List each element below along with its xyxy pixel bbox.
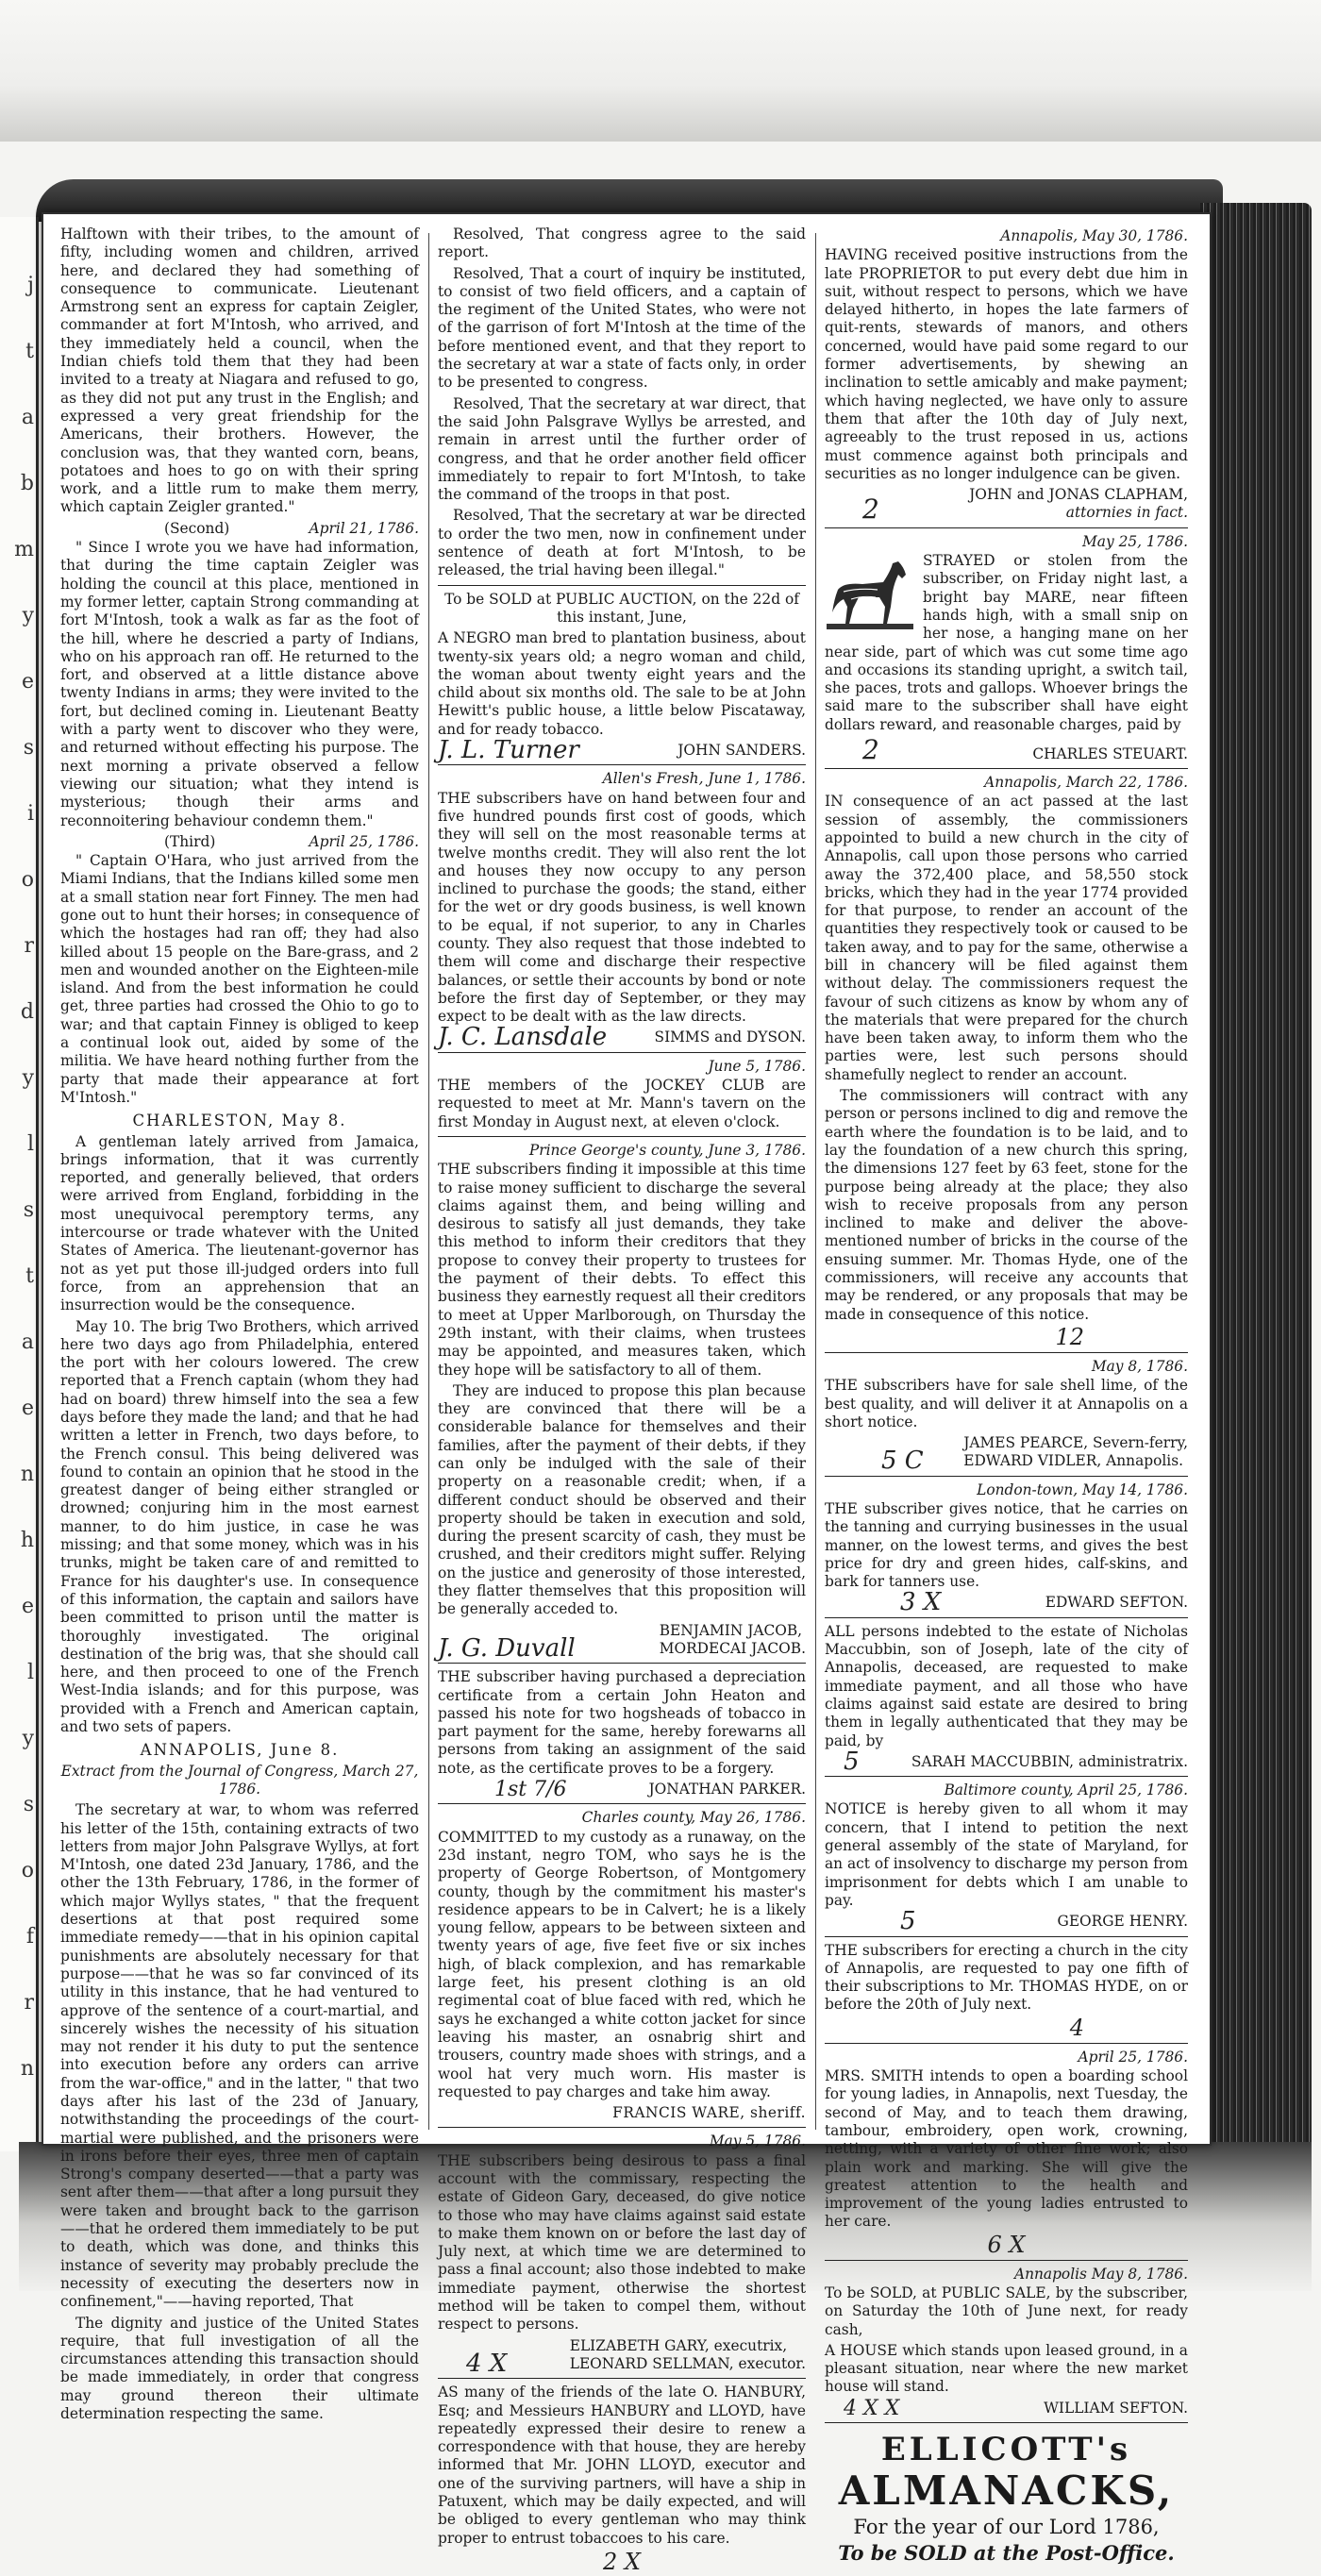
- signature: CHARLES STEUART.: [1032, 744, 1188, 762]
- signature: BENJAMIN JACOB, MORDECAI JACOB.: [659, 1621, 806, 1657]
- signature: JOHN SANDERS.: [677, 742, 806, 760]
- divider: [438, 1052, 806, 1053]
- ad-text: HAVING received positive instructions from the late PROPRIETOR to put every debt due him in suit, without respect to persons, which we have delayed hitherto, in hopes the late farmers of quit-rents, stewards of manors, and others concerned, would have paid some regard to our former advertisements, by shewing an inclination to settle amicably and make payment; which having neglected, we have only to assure them that after the 10th day of July next, agreeably to the trust reposed in us, actions must commence against both principals and securities as no longer indulgence can be given.: [825, 246, 1188, 482]
- facing-page-letter: e: [21, 1397, 34, 1420]
- ad-text: THE subscribers have on hand between four and five hundred pounds first cost of goods, which they will sell on the most reasonable terms at twelve months credit. They will also rent the lot and houses they now occupy to any person inclined to purchase the goods; the stand, either for the wet or dry goods business, is well known to be equal, if not superior, to any in Charles county. They also request that those indebted to them will come and discharge their respective balances, or settle their accounts by bond or note before the first day of September, or they may expect to be dealt with as the law directs.: [438, 789, 806, 1026]
- facing-page-letter: e: [21, 670, 34, 694]
- section-heading: ANNAPOLIS, June 8.: [140, 1741, 340, 1760]
- extract-heading: Extract from the Journal of Congress, March 27, 1786.: [60, 1762, 419, 1798]
- signature-row: [825, 1907, 1188, 1936]
- dateline: Baltimore county, April 25, 1786.: [944, 1781, 1188, 1799]
- column-1: [60, 226, 419, 2426]
- signature: FRANCIS WARE, sheriff.: [612, 2104, 806, 2122]
- handwritten-mark: J. C. Lansdale: [438, 1023, 608, 1052]
- newspaper-page: [42, 212, 1212, 2575]
- signature: GEORGE HENRY.: [1057, 1913, 1188, 1931]
- facing-page-letter: l: [26, 1661, 34, 1684]
- facing-page-letter: b: [20, 472, 34, 495]
- handwritten-mark: 12: [1055, 1323, 1084, 1350]
- signature: SARAH MACCUBBIN, administratrix.: [911, 1752, 1188, 1770]
- ad-text: THE subscribers have for sale shell lime, of the best quality, and will deliver it at Annapolis on a short notice.: [825, 1377, 1188, 1430]
- ad-text: STRAYED or stolen from the subscriber, on Friday night last, a bright bay MARE, near fifteen hands high, with a small snip on her nose, a hanging mane on her near side, part of which was cut some time ago and occasions its standing upright, a switch tail, she paces, trots and gallops. Whoever brings the said mare to the subscriber shall have eight dollars reward, and reasonable charges, paid by: [825, 552, 1188, 733]
- signature-row: [438, 1778, 806, 1802]
- handwritten-mark: 6 X: [987, 2231, 1026, 2258]
- signature-row: [825, 1434, 1188, 1476]
- signature: SIMMS and DYSON.: [654, 1029, 806, 1046]
- column-2: [438, 226, 806, 2576]
- handwritten-mark: J. L. Turner: [438, 736, 579, 765]
- divider: [825, 2043, 1188, 2044]
- divider: [825, 1352, 1188, 1353]
- dateline: May 25, 1786.: [1082, 532, 1188, 550]
- divider: [825, 2422, 1188, 2423]
- handwritten-mark: 4: [1069, 2014, 1084, 2041]
- ad-text: AS many of the friends of the late O. HANBURY, Esq; and Messieurs HANBURY and LLOYD, have repeatedly expressed their desire to renew a correspondence with that house, they are hereby informed that Mr. JOHN LLOYD, executor and one of the surviving partners, will have a ship in Patuxent, which may be daily expected, and will be obliged to every gentleman who may think proper to entrust tobaccoes to his care.: [438, 2384, 806, 2547]
- section-heading: CHARLESTON, May 8.: [132, 1112, 347, 1130]
- article-text: " Since I wrote you we have had information, that during the time captain Zeigler was holding the council at this place, mentioned in my former letter, captain Strong commanding at fort M'Intosh, took a walk as far as the foot of the hill, where he descried a party of Indians, who on his approach ran off. He returned to the fort, and observed at a little distance above twenty Indians in arms; they were invited to the fort, but declined coming in. Lieutenant Beatty with a party went to discover who they were, and returned without effecting his purpose. The next morning a private observed a fellow viewing our situation; what they intend is mysterious; though their arms and reconnoitering behaviour condemn them.": [60, 539, 419, 829]
- dateline: June 5, 1786.: [708, 1057, 806, 1075]
- signature: ELIZABETH GARY, executrix, LEONARD SELLMAN, executor.: [569, 2336, 806, 2372]
- divider: [438, 2378, 806, 2379]
- divider: [825, 2260, 1188, 2261]
- handwritten-mark: 2 X: [603, 2548, 641, 2575]
- dateline: May 5, 1786.: [709, 2133, 806, 2150]
- facing-page-letter: f: [25, 1925, 34, 1949]
- ad-text: THE subscriber gives notice, that he carries on the tanning and currying businesses in the usual manner, on the lowest terms, and gives the best price for dry and green hides, calf-skins, and bark for tanners use.: [825, 1500, 1188, 1591]
- divider: [438, 1663, 806, 1664]
- facing-page-letter: e: [21, 1595, 34, 1618]
- facing-page-letter: i: [26, 802, 34, 826]
- facing-page-edge: [0, 217, 39, 2151]
- article-text: " Captain O'Hara, who just arrived from the Miami Indians, that the Indians killed some men at a small station near fort Finney. The men had gone out to hunt their horses; in consequence of which the hostages had ran off; they had also killed about 15 people on the Bare-grass, and 2 men and wounded another on the Eighteen-mile island. And from the best information he could get, three parties had crossed the Ohio to go to war; and that captain Finney is obliged to keep a continual look out, aided by some of the militia. We have heard nothing further from the party that made their appearance at fort M'Intosh.": [60, 852, 419, 1106]
- ad-text: The commissioners will contract with any person or persons inclined to dig and remove the earth where the foundation is to be laid, and to lay the foundation of a new church this spring, the dimensions 127 feet by 63 feet, stone for the purpose being already at the place; they also wish to receive proposals from any person inclined to make and deliver the above-mentioned number of bricks in the course of the ensuing summer. Mr. Thomas Hyde, one of the commissioners, will receive any accounts that may be rendered, or any proposals that may be made in consequence of this notice.: [825, 1087, 1188, 1323]
- divider: [438, 2127, 806, 2128]
- divider: [825, 1617, 1188, 1618]
- ad-text: THE subscribers being desirous to pass a final account with the commissary, respecting the estate of Gideon Gary, deceased, do give notice to those who may have claims against said estate to make them known on or before the last day of July next, at which time we are determined to pass a final account; also those indebted to make immediate payment, otherwise the shortest method will be taken to compel them, without respect to persons.: [438, 2151, 806, 2333]
- facing-page-letter: a: [21, 1330, 34, 1354]
- strayed-mare-ad: [825, 552, 1188, 734]
- signature-row: [438, 1621, 806, 1663]
- facing-page-letter: l: [26, 1132, 34, 1156]
- divider: [825, 768, 1188, 769]
- facing-page-letter: n: [20, 1463, 34, 1486]
- dateline: (Second) April 21, 1786.: [164, 519, 419, 537]
- signature-row: [825, 734, 1188, 766]
- article-text: Halftown with their tribes, to the amount of fifty, including women and children, arrived here, and declared they had something of consequence to communicate. Lieutenant Armstrong sent an express for captain Zeigler, commander at fort M'Intosh, who arrived, and they immediately held a council, when the Indian chiefs told them that they had been invited to a treaty at Niagara and refused to go, as they did not put any trust in the English; and expressed a very great friendship for the Americans, their brothers. However, the conclusion was, that they wanted corn, beans, potatoes and hoes to go on with their spring work, and a little rum to make them merry, which captain Zeigler granted.": [60, 226, 419, 516]
- facing-page-letter: j: [27, 274, 34, 297]
- ad-text: They are induced to propose this plan because they are convinced that there will be a considerable balance for themselves and their families, after the payment of their debts, if they can only be indulged with the sale of their property on a reasonable credit; when, if a different conduct should be observed and their property should be taken in execution and sold, during the present scarcity of cash, they must be crushed, and their creditors might suffer. Relying on the justice and generosity of those interested, they flatter themselves that this proposition will be generally acceded to.: [438, 1381, 806, 1618]
- facing-page-letter: r: [24, 934, 34, 958]
- signature-row: [825, 2396, 1188, 2420]
- column-rule: [815, 233, 816, 2130]
- article-text: May 10. The brig Two Brothers, which arrived here two days ago from Philadelphia, entered the port with her colours lowered. The crew reported that a French captain (whom they had had on board) threw himself into the sea a few days before they made the land; and that he had written a letter in French, two days before, to the French consul. This being delivered was found to contain an opinion that he stood in the greatest danger of being either strangled or drowned; conjuring him in the most earnest manner, to do him justice, in case he was missing; and that some money, which was in his trunks, might be taken care of and remitted to France for his daughter's use. In consequence of this information, the captain and sailors have been committed to prison until the matter is thoroughly investigated. The original destination of the brig was, that she should call here, and then proceed to one of the French West-India islands; and for this purpose, was provided with a French and American captain, and two sets of papers.: [60, 1317, 419, 1736]
- resolution: Resolved, That congress agree to the said report.: [438, 226, 806, 261]
- handwritten-mark: 1st 7/6: [494, 1778, 567, 1802]
- column-3: [825, 226, 1188, 2567]
- article-text: The dignity and justice of the United States require, that full investigation of all the circumstances attending this transaction should be made immediately, in order that congress may ground thereon their ultimate determination respecting the same.: [60, 2314, 419, 2423]
- facing-page-letter: t: [25, 340, 34, 363]
- resolution: Resolved, That a court of inquiry be instituted, to consist of two field officers, and a captain of the regiment of the United States, who were not of the garrison of fort M'Intosh at the time of the before mentioned event, and that they report to the secretary at war a state of facts only, in order to be presented to congress.: [438, 264, 806, 392]
- resolution: Resolved, That the secretary at war direct, that the said John Palsgrave Wyllys be arrested, and remain in arrest until the further order of congress, and that he order another field officer immediately to repair to fort M'Intosh, to take the command of the troops in that post.: [438, 394, 806, 504]
- divider: [438, 1136, 806, 1137]
- signature-row: [438, 1023, 806, 1052]
- signature-row: [825, 1588, 1188, 1617]
- handwritten-mark: 2: [862, 493, 879, 525]
- divider: [438, 585, 806, 586]
- almanac-title: ELLICOTT's: [880, 2431, 1132, 2469]
- ad-text: A NEGRO man bred to plantation business, about twenty-six years old; a negro woman and child, the woman about twenty eight years and the child about six months old. The sale to be at John Hewitt's public house, a little below Piscataway, and for ready tobacco.: [438, 629, 806, 738]
- divider: [825, 1476, 1188, 1477]
- divider: [438, 1803, 806, 1804]
- resolution: Resolved, That the secretary at war be directed to order the two men, now in confinement under sentence of death at fort M'Intosh, to be released, the trial having been illegal.": [438, 507, 806, 579]
- facing-page-letter: y: [22, 1066, 34, 1090]
- ad-text: NOTICE is hereby given to all whom it may concern, that I intend to petition the next general assembly of the state of Maryland, for an act of insolvency to discharge my person from imprisonment for debts which I am unable to pay.: [825, 1800, 1188, 1909]
- scan-background-top: [0, 0, 1321, 142]
- ad-text: A HOUSE which stands upon leased ground, in a pleasant situation, near where the new market house will stand.: [825, 2341, 1188, 2396]
- facing-page-letter: a: [21, 406, 34, 429]
- ad-text: COMMITTED to my custody as a runaway, on the 23d instant, negro TOM, who says he is the property of George Robertson, of Montgomery county, though by the commitment his master's residence appears to be in Calvert; he is a likely young fellow, appears to be between sixteen and twenty years of age, five feet five or six inches high, of black complexion, and has remarkable large feet, his present clothing is an old regimental coat of blue faced with red, which he says he exchanged a white cotton jacket for since leaving his master, an osnabrig shirt and trousers, country made shoes with strings, and a wool hat very much worn. His master is requested to pay charges and take him away.: [438, 1828, 806, 2100]
- signature: EDWARD SEFTON.: [1045, 1594, 1188, 1612]
- dateline: Charles county, May 26, 1786.: [581, 1809, 806, 1827]
- ad-title: To be SOLD at PUBLIC AUCTION, on the 22d of this instant, June,: [444, 590, 799, 626]
- divider: [825, 1776, 1188, 1777]
- signature-row: [825, 486, 1188, 523]
- facing-page-letter: s: [23, 736, 34, 760]
- signature: JOHN and JONAS CLAPHAM, attornies in fact.: [969, 486, 1188, 522]
- signature: WILLIAM SEFTON.: [1044, 2399, 1188, 2417]
- signature: JONATHAN PARKER.: [648, 1781, 806, 1798]
- ad-text: THE subscribers finding it impossible at this time to raise money sufficient to discharge the several claims against them, and being willing and desirous to satisfy all just demands, they take this method to inform their creditors that they propose to convey their property to trustees for the payment of their debts. To effect this business they earnestly request all their creditors to meet at Upper Marlborough, on Thursday the 29th instant, with their claims, when trustees may be appointed, and measures taken, which they hope will be satisfactory to all of them.: [438, 1161, 806, 1379]
- dateline: London-town, May 14, 1786.: [977, 1480, 1188, 1498]
- column-rule: [428, 233, 429, 2130]
- handwritten-mark: 5: [900, 1907, 916, 1936]
- dateline: Prince George's county, June 3, 1786.: [528, 1141, 806, 1159]
- article-text: The secretary at war, to whom was referred his letter of the 15th, containing extracts of two letters from major John Palsgrave Wyllys, at fort M'Intosh, one dated 23d January, 1786, and the other the 13th February, 1786, in the former of which major Wyllys states, " that the frequent desertions at that post required some immediate remedy——that in his opinion capital punishments are absolutely necessary for that purpose——that he was so far convinced of its utility in this instance, that he had ventured to approve of the sentence of a court-martial, and sincerely wishes the necessity of his situation may not render it his duty to put the sentence into execution before any orders can arrive from the war-office," and in the latter, " that two days after his last of the 23d of January, notwithstanding the proceedings of the court-martial were published, and the prisoners were in irons before their eyes, three men of captain Strong's company deserted——that a party was sent after them——that after a long pursuit they were taken and brought back to the garrison——that he ordered them immediately to be put to death, which was done, and thinks this instance of severity may probably preclude the necessity of executing the deserters now in confinement,"——having reported, That: [60, 1801, 419, 2311]
- signature-row: [438, 2336, 806, 2378]
- handwritten-mark: 4 X X: [844, 2396, 900, 2420]
- almanac-year: For the year of our Lord 1786,: [853, 2516, 1160, 2539]
- dateline: (Third) April 25, 1786.: [164, 832, 419, 850]
- facing-page-letter: d: [20, 1000, 34, 1024]
- handwritten-mark: J. G. Duvall: [438, 1633, 576, 1663]
- ad-text: MRS. SMITH intends to open a boarding school for young ladies, in Annapolis, next Tuesday, the second of May, and to teach them drawing, tambour, embroidery, open work, crowning, netting, with a variety of other fine work; also plain work and marking. She will give the greatest attention to the health and improvement of the young ladies entrusted to her care.: [825, 2067, 1188, 2231]
- ad-text: THE subscribers for erecting a church in the city of Annapolis, are requested to pay one fifth of their subscriptions to Mr. THOMAS HYDE, on or before the 20th of July next.: [825, 1941, 1188, 2014]
- divider: [825, 527, 1188, 528]
- ad-text: ALL persons indebted to the estate of Nicholas Maccubbin, son of Joseph, late of the city of Annapolis, deceased, are requested to make immediate payment, and all those who have claims against said estate are desired to bring them in legally authenticated that they may be paid, by: [825, 1622, 1188, 1749]
- dateline: Allen's Fresh, June 1, 1786.: [602, 770, 806, 788]
- dateline: May 8, 1786.: [1091, 1357, 1188, 1375]
- dateline: Annapolis, May 30, 1786.: [1000, 227, 1188, 244]
- facing-page-letter: m: [14, 538, 34, 561]
- ad-text: THE subscriber having purchased a depreciation certificate from a certain John Heaton and passed his note for two hogsheads of tobacco in part payment for the same, hereby forewarns all persons from taking an assignment of the said note, as the certificate proves to be a forgery.: [438, 1668, 806, 1777]
- almanac-subtitle: ALMANACKS,: [838, 2467, 1175, 2515]
- facing-page-letter: r: [24, 1991, 34, 2015]
- facing-page-letter: t: [25, 1264, 34, 1288]
- signature-row: [438, 736, 806, 765]
- dateline: Annapolis, March 22, 1786.: [984, 774, 1188, 792]
- facing-page-letter: y: [22, 1727, 34, 1750]
- handwritten-mark: 5 C: [881, 1447, 924, 1476]
- ad-text: To be SOLD, at PUBLIC SALE, by the subscriber, on Saturday the 10th of June next, for ready cash,: [825, 2283, 1188, 2338]
- handwritten-mark: 5: [844, 1747, 860, 1776]
- divider: [825, 1936, 1188, 1937]
- facing-page-letter: o: [21, 1859, 34, 1882]
- dateline: April 25, 1786.: [1078, 2048, 1188, 2066]
- facing-page-letter: s: [23, 1793, 34, 1816]
- book-page-edges: [1200, 203, 1312, 2156]
- article-text: A gentleman lately arrived from Jamaica, brings information, that it was currently reported, and generally believed, that orders were arrived from England, forbidding in the most unequivocal peremptory terms, any intercourse or trade whatever with the United States of America. The lieutenant-governor has not as yet put those ill-judged orders into full force, from an apprehension that an insurrection would be the consequence.: [60, 1132, 419, 1314]
- handwritten-mark: 2: [862, 734, 879, 766]
- horse-icon: [825, 554, 915, 633]
- facing-page-letter: s: [23, 1198, 34, 1222]
- almanac-sold: To be SOLD at the Post-Office.: [838, 2541, 1175, 2566]
- divider: [438, 764, 806, 765]
- handwritten-mark: 4 X: [466, 2349, 508, 2378]
- facing-page-letter: y: [22, 604, 34, 627]
- facing-page-letter: h: [20, 1529, 34, 1552]
- signature-row: [825, 1747, 1188, 1776]
- handwritten-mark: 3 X: [900, 1588, 942, 1617]
- ad-text: IN consequence of an act passed at the last session of assembly, the commissioners appointed to build a new church in the city of Annapolis, call upon those persons who carried away the 372,400 place, and 58,550 stock bricks, which they had in the year 1774 provided for that purpose, to render an account of the quantities they respectively took or caused to be taken away, and to pay for the same, otherwise a bill in chancery will be filed against them without delay. The commissioners request the favour of such citizens as know by whom any of the materials that were prepared for the church have been taken away, to inform them who the parties were, lest such persons should shamefully neglect to render an account.: [825, 793, 1188, 1083]
- facing-page-letter: o: [21, 868, 34, 892]
- ad-text: THE members of the JOCKEY CLUB are requested to meet at Mr. Mann's tavern on the first Monday in August next, at eleven o'clock.: [438, 1077, 806, 1130]
- signature: JAMES PEARCE, Severn-ferry, EDWARD VIDLER, Annapolis.: [963, 1434, 1188, 1470]
- facing-page-letter: n: [20, 2057, 34, 2081]
- dateline: Annapolis May 8, 1786.: [1013, 2265, 1188, 2283]
